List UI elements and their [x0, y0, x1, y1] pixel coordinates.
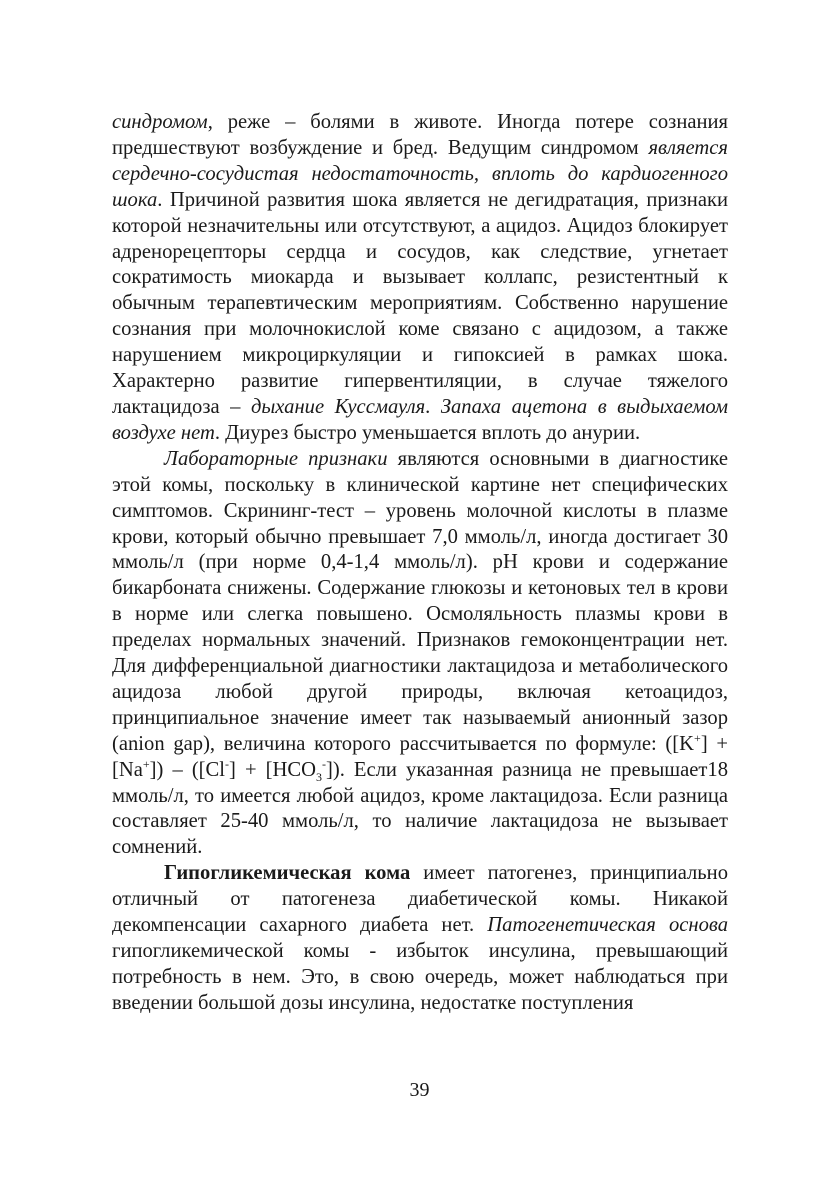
p1-italic-3: дыхание Куссмауля: [250, 395, 426, 418]
p2-text-5: ]). Если указанная разница не превышает18 ммоль/л, то имеется любой ацидоз, кроме лактацидоза. Если разница составляет 25-40 ммоль/л, то наличие лактацидоза не вызывает сомнений.: [112, 758, 729, 859]
p3-text-1: имеет патогенез, принципиально отличный от патогенеза диабетической комы. Никакой декомпенсации сахарного диабета нет.: [112, 862, 728, 937]
p1-italic-1: синдромом: [112, 111, 208, 133]
page-number: 39: [409, 1079, 430, 1101]
p2-text-4: ] + [HCO: [229, 758, 316, 781]
p1-text-1: , реже – болями в животе. Иногда потере сознания предшествуют возбуждение и бред. Ведущим синдромом: [112, 111, 728, 159]
p2-sup-1: +: [694, 730, 701, 745]
paragraph-2: [112, 447, 728, 862]
p2-sup-4: -: [321, 756, 326, 771]
p2-sup-3: -: [225, 756, 230, 771]
p2-text-1: являются основными в диагностике этой комы, поскольку в клинической картине нет специфических симптомов. Скрининг-тест – уровень молочной кислоты в плазме крови, который обычно превышает 7,0 ммоль/л, иногда достигает 30 ммоль/л (при норме 0,4-1,4 ммоль/л). pH крови и содержание бикарбоната снижены. Содержание глюкозы и кетоновых тел в крови в норме или слегка повышено. Осмоляльность плазмы крови в пределах нормальных значений. Признаков гемоконцентрации нет. Для дифференциальной диагностики лактацидоза и метаболического ацидоза любой другой природы, включая кетоацидоз, принципиальное значение имеет так называемый анионный зазор (anion gap), величина которого рассчитывается по формуле: ([K: [112, 447, 728, 755]
p1-text-3: .: [425, 395, 441, 418]
page-body: [112, 110, 728, 1017]
p1-text-4: . Диурез быстро уменьшается вплоть до анурии.: [214, 421, 641, 444]
p1-text-2: . Причиной развития шока является не дегидратация, признаки которой незначительны или отсутствуют, а ацидоз. Ацидоз блокирует адренорецепторы сердца и сосудов, как следствие, угнетает сократимость миокарда и вызывает коллапс, резистентный к обычным терапевтическим мероприятиям. Собственно нарушение сознания при молочнокислой коме связано с ацидозом, а также нарушением микроциркуляции и гипоксией в рамках шока. Характерно развитие гипервентиляции, в случае тяжелого лактацидоза –: [112, 188, 728, 418]
p2-text-3: ]) – ([Cl: [149, 758, 226, 781]
p2-sup-2: +: [142, 756, 150, 771]
p2-sub-1: 3: [315, 769, 322, 784]
p3-italic-1: Патогенетическая основа: [487, 914, 728, 937]
p3-text-2: гипогликемической комы - избыток инсулина, превышающий потребность в нем. Это, в свою очередь, может наблюдаться при введении большой дозы инсулина, недостатке поступления: [112, 940, 728, 1014]
p2-text-2: ] + [Na: [112, 732, 729, 781]
p1-italic-4: Запаха ацетона в выдыхаемом воздухе нет: [112, 395, 729, 444]
p2-italic-1: Лабораторные признаки: [164, 447, 388, 470]
paragraph-3: [112, 861, 728, 1016]
paragraph-1: [112, 110, 728, 447]
p1-italic-2: является сердечно-сосудистая недостаточность, вплоть до кардиогенного шока: [112, 136, 728, 211]
p3-bold-1: Гипогликемическая кома: [164, 862, 411, 885]
